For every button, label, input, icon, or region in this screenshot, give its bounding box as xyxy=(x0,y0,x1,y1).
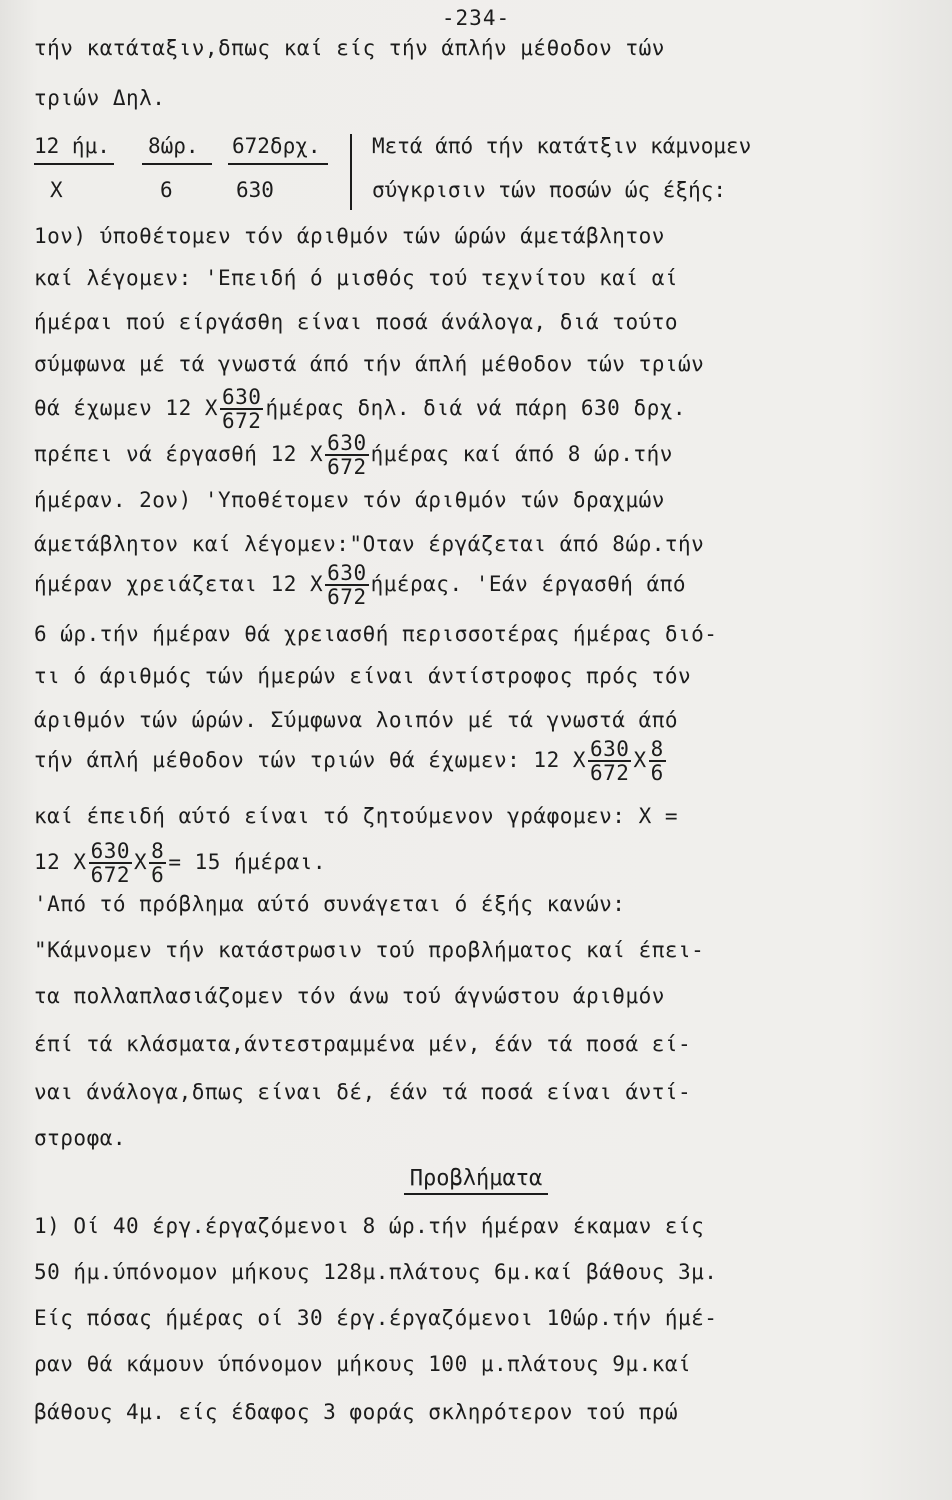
section-heading xyxy=(0,1166,952,1191)
text-line-1: τήν κατάταξιν,δπως καί είς τήν άπλήν μέθοδον τών xyxy=(34,36,665,60)
text-line-17 xyxy=(34,738,668,784)
setup-rule-2 xyxy=(142,163,212,165)
fraction-630-672 xyxy=(588,738,631,784)
text-line-17-b: Χ xyxy=(633,748,647,773)
section-heading-text: Προβλήματα xyxy=(404,1166,548,1195)
text-line-19-c: = 15 ήμέραι. xyxy=(168,850,327,875)
text-line-22: τα πολλαπλασιάζομεν τόν άνω τού άγνώστου άριθμόν xyxy=(34,984,665,1008)
fraction-numerator: 630 xyxy=(222,385,262,409)
fraction-denominator: 6 xyxy=(650,761,664,786)
fraction-numerator: 630 xyxy=(327,561,367,585)
text-line-25: στροφα. xyxy=(34,1126,127,1150)
setup-right-text-2: σύγκρισιν τών ποσών ώς έξής: xyxy=(372,178,727,202)
setup-rule-1 xyxy=(34,163,114,165)
fraction-denominator: 672 xyxy=(222,409,262,434)
setup-rule-3 xyxy=(228,163,328,165)
text-line-9-a: θά έχωμεν 12 Χ xyxy=(34,396,219,421)
setup-bottom-hours: 6 xyxy=(160,178,173,202)
fraction-numerator: 8 xyxy=(650,737,664,761)
fraction-630-672 xyxy=(220,386,263,432)
text-line-20: 'Από τό πρόβλημα αύτό συνάγεται ό έξής κανών: xyxy=(34,892,626,916)
setup-right-text-1: Μετά άπό τήν κατάτξιν κάμνομεν xyxy=(372,134,752,158)
setup-vertical-rule xyxy=(350,134,352,210)
fraction-630-672 xyxy=(89,840,132,886)
text-line-14: 6 ώρ.τήν ήμέραν θά χρειασθή περισσοτέρας ήμέρας διό- xyxy=(34,622,718,646)
setup-bottom-drachmas: 630 xyxy=(236,178,274,202)
text-line-11: ήμέραν. 2ον) 'Υποθέτομεν τόν άριθμόν τών δραχμών xyxy=(34,488,665,512)
fraction-denominator: 672 xyxy=(327,455,367,480)
fraction-denominator: 672 xyxy=(590,761,630,786)
setup-bottom-unknown: Χ xyxy=(50,178,63,202)
text-line-2: τριών Δηλ. xyxy=(34,86,166,110)
fraction-numerator: 630 xyxy=(327,431,367,455)
text-line-12: άμετάβλητον καί λέγομεν:"Οταν έργάζεται άπό 8ώρ.τήν xyxy=(34,532,705,556)
setup-top-drachmas: 672δρχ. xyxy=(232,134,321,158)
fraction-630-672 xyxy=(325,562,368,608)
text-line-9 xyxy=(34,386,686,432)
text-line-15: τι ό άριθμός τών ήμερών είναι άντίστροφος πρός τόν xyxy=(34,664,692,688)
text-line-24: ναι άνάλογα,δπως είναι δέ, έάν τά ποσά είναι άντί- xyxy=(34,1080,692,1104)
fraction-numerator: 630 xyxy=(590,737,630,761)
text-line-9-b: ήμέρας δηλ. διά νά πάρη 630 δρχ. xyxy=(265,396,687,421)
text-line-7: ήμέραι πού είργάσθη είναι ποσά άνάλογα, διά τούτο xyxy=(34,310,679,334)
problem-line-5: βάθους 4μ. είς έδαφος 3 φοράς σκληρότερον τού πρώ xyxy=(34,1400,679,1424)
fraction-numerator: 630 xyxy=(90,839,131,863)
setup-top-days: 12 ήμ. xyxy=(34,134,110,158)
text-line-5: 1ον) ύποθέτομεν τόν άριθμόν τών ώρών άμετάβλητον xyxy=(34,224,665,248)
text-line-19-b: Χ xyxy=(134,850,148,875)
text-line-13-a: ήμέραν χρειάζεται 12 Χ xyxy=(34,572,324,597)
text-line-16: άριθμόν τών ώρών. Σύμφωνα λοιπόν μέ τά γνωστά άπό xyxy=(34,708,679,732)
text-line-18: καί έπειδή αύτό είναι τό ζητούμενον γράφομεν: Χ = xyxy=(34,804,679,828)
text-line-8: σύμφωνα μέ τά γνωστά άπό τήν άπλή μέθοδον τών τριών xyxy=(34,352,705,376)
text-line-17-a: τήν άπλή μέθοδον τών τριών θά έχωμεν: 12 Χ xyxy=(34,748,587,773)
fraction-denominator: 672 xyxy=(90,863,131,888)
text-line-13-b: ήμέρας. 'Εάν έργασθή άπό xyxy=(370,572,687,597)
text-line-10-b: ήμέρας καί άπό 8 ώρ.τήν xyxy=(370,442,673,467)
text-line-19 xyxy=(34,840,326,886)
setup-top-hours: 8ώρ. xyxy=(148,134,199,158)
text-line-13 xyxy=(34,562,686,608)
problem-line-3: Είς πόσας ήμέρας οί 30 έργ.έργαζόμενοι 10ώρ.τήν ήμέ- xyxy=(34,1306,718,1330)
fraction-denominator: 6 xyxy=(151,863,165,888)
page-number: -234- xyxy=(441,6,511,30)
fraction-numerator: 8 xyxy=(151,839,165,863)
text-line-23: έπί τά κλάσματα,άντεστραμμένα μέν, έάν τά ποσά εί- xyxy=(34,1032,692,1056)
problem-line-4: ραν θά κάμουν ύπόνομον μήκους 100 μ.πλάτους 9μ.καί xyxy=(34,1352,692,1376)
text-line-10-a: πρέπει νά έργασθή 12 Χ xyxy=(34,442,324,467)
problem-line-2: 50 ήμ.ύπόνομον μήκους 128μ.πλάτους 6μ.καί βάθους 3μ. xyxy=(34,1260,718,1284)
fraction-8-6 xyxy=(149,840,166,886)
text-line-21: "Κάμνομεν τήν κατάστρωσιν τού προβλήματος καί έπει- xyxy=(34,938,705,962)
text-line-10 xyxy=(34,432,673,478)
text-line-19-a: 12 Χ xyxy=(34,850,87,875)
text-line-6: καί λέγομεν: 'Επειδή ό μισθός τού τεχνίτου καί αί xyxy=(34,266,679,290)
problem-line-1: 1) Οί 40 έργ.έργαζόμενοι 8 ώρ.τήν ήμέραν έκαμαν είς xyxy=(34,1214,705,1238)
fraction-denominator: 672 xyxy=(327,585,367,610)
fraction-8-6 xyxy=(649,738,666,784)
fraction-630-672 xyxy=(325,432,368,478)
